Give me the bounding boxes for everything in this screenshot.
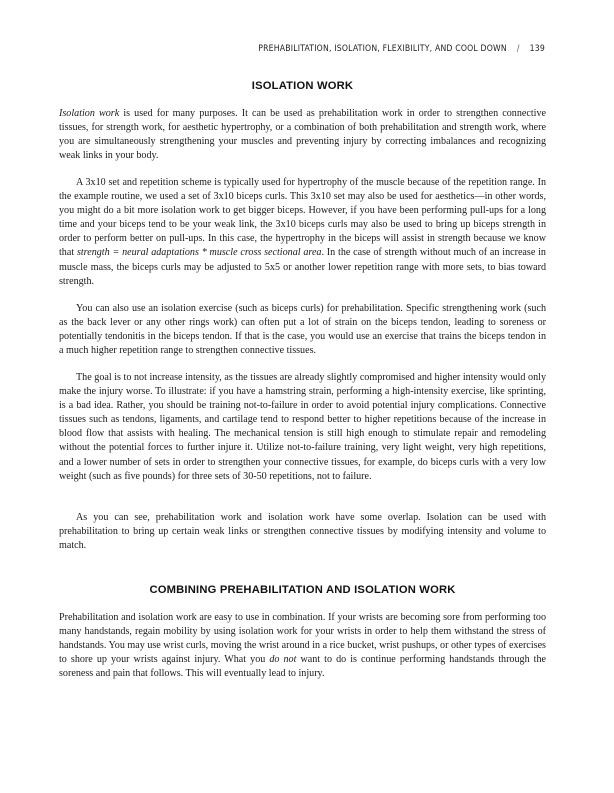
paragraph-6-after: want to do is continue performing handstands through the soreness and pain that follows. This will eventually lead to injury. [59,654,547,680]
strength-formula: strength = neural adaptations * muscle cross sectional area [76,247,322,259]
page-number: 139 [529,44,545,54]
emphasis-do-not: do not [269,654,297,666]
paragraph-2-after: . In the case of strength without much of an increase in muscle mass, the biceps curls may be adjusted to 5x5 or another lower repetition range with more sets, to bias toward strength. [59,247,546,287]
section-heading-combining: COMBINING PREHABILITATION AND ISOLATION WORK [149,584,456,596]
paragraph-1 [59,107,546,163]
term-isolation-work: Isolation work [59,108,120,119]
paragraph-5: As you can see, prehabilitation work and isolation work have some overlap. Isolation can be used with prehabilitation to bring up certain weak links or strengthen connective tissues by modifying intensity and volume to match. [59,512,546,552]
running-title: PREHABILITATION, ISOLATION, FLEXIBILITY, AND COOL DOWN [258,44,507,54]
paragraph-6-before: Prehabilitation and isolation work are easy to use in combination. If your wrists are becoming sore from performing too many handstands, regain mobility by using isolation work for your wrists in order to help them withstand the stress of handstands. You may use wrist curls, moving the wrist around in a rice bucket, wrist pushups, or other types of exercises to shore up your wrists against injury. What you [59,612,546,666]
paragraph-2 [59,176,546,289]
paragraph-4: The goal is to not increase intensity, as the tissues are already slightly compromised and higher intensity would only make the injury worse. To illustrate: if you have a hamstring strain, performing a high-intensity exercise, like sprinting, is a bad idea. Rather, you should be training not-to-failure in order to avoid potential injury complications. Connective tissues such as tendons, ligaments, and cartilage tend to respond better to higher repetitions because of the increase in blood flow that assists with healing. The mechanical tension is still high enough to stimulate repair and remodeling without the potential forces to further injure it. Utilize not-to-failure training, very light weight, very high repetitions, and a lower number of sets in order to strengthen your connective tissues, for example, do biceps curls with a very low weight (such as five pounds) for three sets of 30-50 repetitions, not to failure. [59,372,546,482]
paragraph-6 [59,611,546,681]
header-separator: / [516,44,520,54]
section-heading-isolation-work: ISOLATION WORK [251,80,354,92]
running-header [258,44,545,54]
paragraph-3: You can also use an isolation exercise (such as biceps curls) for prehabilitation. Specific strengthening work (such as the back lever or any other rings work) can often put a lot of strain on the biceps tendon, leading to soreness or potentially tendonitis in the biceps tendon. If that is the case, you would use an exercise that trains the biceps tendon in a much higher repetition range to strengthen connective tissues. [59,303,546,357]
paragraph-1-text: is used for many purposes. It can be used as prehabilitation work in order to strengthen connective tissues, for strength work, for aesthetic hypertrophy, or a combination of both prehabilitation and strength work, where you are simultaneously strengthening your muscles and preventing injury by correcting imbalances and recognizing weak links in your body. [59,108,546,162]
paragraph-2-before: A 3x10 set and repetition scheme is typically used for hypertrophy of the muscle because of the repetition range. In the example routine, we used a set of 3x10 biceps curls. This 3x10 set may also be used for aesthetics—in other words, you might do a bit more isolation work to get bigger biceps. However, if you have been performing pull-ups for a long time and your biceps tend to be your weak link, the 3x10 biceps curls may also be used to bring up biceps strength in order to perform better on pull-ups. In this case, the hypertrophy in the biceps will assist in strength because we know that [59,177,546,259]
